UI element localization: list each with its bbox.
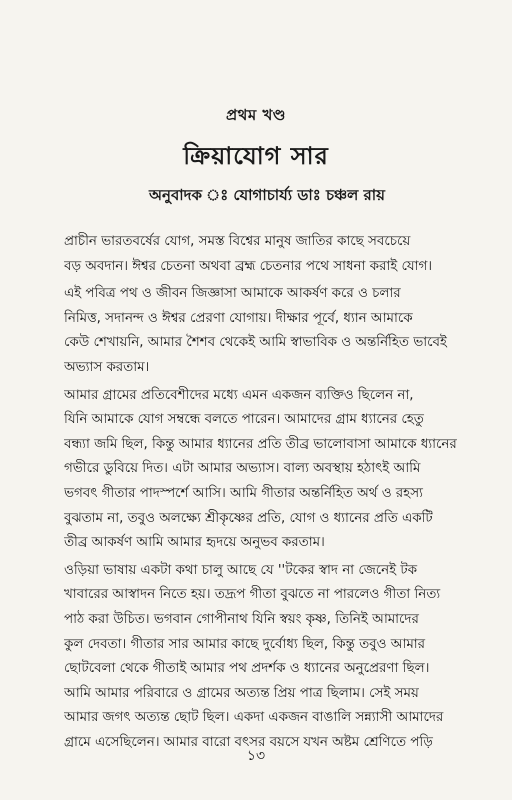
text-line: ভগবৎ গীতার পাদস্পর্শে আসি। আমি গীতার অন্তর্নিহিত অর্থ ও রহস্য [64, 485, 423, 501]
text-line: বড় অবদান। ঈশ্বর চেতনা অথবা ব্রহ্ম চেতনার পথে সাধনা করাই যোগ। [64, 258, 433, 274]
chapter-title: ক্রিয়াযোগ সার [183, 142, 329, 170]
text-line: গ্রামে এসেছিলেন। আমার বারো বৎসর বয়সে যখন অষ্টম শ্রেণিতে পড়ি [64, 734, 433, 750]
text-line: অভ্যাস করতাম। [64, 359, 150, 375]
text-line: ছোটবেলা থেকে গীতাই আমার পথ প্রদর্শক ও ধ্যানের অনুপ্রেরণা ছিল। [64, 661, 430, 677]
part-label: প্রথম খণ্ড [225, 106, 287, 124]
paragraph [64, 230, 474, 279]
text-line: বুঝতাম না, তবুও অলক্ষ্যে শ্রীকৃষ্ণের প্রতি, যোগ ও ধ্যানের প্রতি একটি [64, 510, 433, 526]
paragraph [64, 384, 474, 556]
text-line: পাঠ করা উচিত। ভগবান গোপীনাথ যিনি স্বয়ং কৃষ্ণ, তিনিই আমাদের [64, 611, 419, 627]
text-line: খাবারের আস্বাদন নিতে হয়। তদ্রূপ গীতা বুঝতে না পারলেও গীতা নিত্য [64, 587, 441, 603]
translator-credit: অনুবাদক ঃ যোগাচার্য্য ডাঃ চঞ্চল রায় [149, 186, 385, 204]
text-line: নিমিত্ত, সদানন্দ ও ঈশ্বর প্রেরণা যোগায়। দীক্ষার পূর্বে, ধ্যান আমাকে [64, 310, 413, 326]
text-line: এই পবিত্র পথ ও জীবন জিজ্ঞাসা আমাকে আকর্ষণ করে ও চলার [64, 286, 401, 302]
page-number: ১৩ [246, 748, 266, 764]
text-line: আমি আমার পরিবারে ও গ্রামের অত্যন্ত প্রিয় পাত্র ছিলাম। সেই সময় [64, 685, 419, 701]
text-line: ওড়িয়া ভাষায় একটা কথা চালু আছে যে ''টকের স্বাদ না জেনেই টক [64, 562, 417, 578]
text-line: আমার জগৎ অত্যন্ত ছোট ছিল। একদা একজন বাঙালি সন্ন্যাসী আমাদের [64, 710, 444, 726]
paragraph [64, 282, 474, 380]
text-line: আমার গ্রামের প্রতিবেশীদের মধ্যে এমন একজন ব্যক্তিও ছিলেন না, [64, 387, 414, 403]
body-text [64, 230, 474, 758]
text-line: কেউ শেখায়নি, আমার শৈশব থেকেই আমি স্বাভাবিক ও অন্তর্নিহিত ভাবেই [64, 335, 447, 351]
text-line: যিনি আমাকে যোগ সম্বন্ধে বলতে পারেন। আমাদের গ্রাম ধ্যানের হেতু [64, 412, 424, 428]
text-line: বন্ধ্যা জমি ছিল, কিন্তু আমার ধ্যানের প্রতি তীব্র ভালোবাসা আমাকে ধ্যানের [64, 436, 457, 452]
paragraph [64, 559, 474, 756]
text-line: গভীরে ডুবিয়ে দিত। এটা আমার অভ্যাস। বাল্য অবস্থায় হঠাৎই আমি [64, 461, 421, 477]
text-line: প্রাচীন ভারতবর্ষের যোগ, সমস্ত বিশ্বের মানুষ জাতির কাছে সবচেয়ে [64, 234, 411, 249]
text-line: কুল দেবতা। গীতার সার আমার কাছে দুর্বোধ্য ছিল, কিন্তু তবুও আমার [64, 636, 426, 652]
text-line: তীব্র আকর্ষণ আমি আমার হৃদয়ে অনুভব করতাম। [64, 535, 325, 551]
